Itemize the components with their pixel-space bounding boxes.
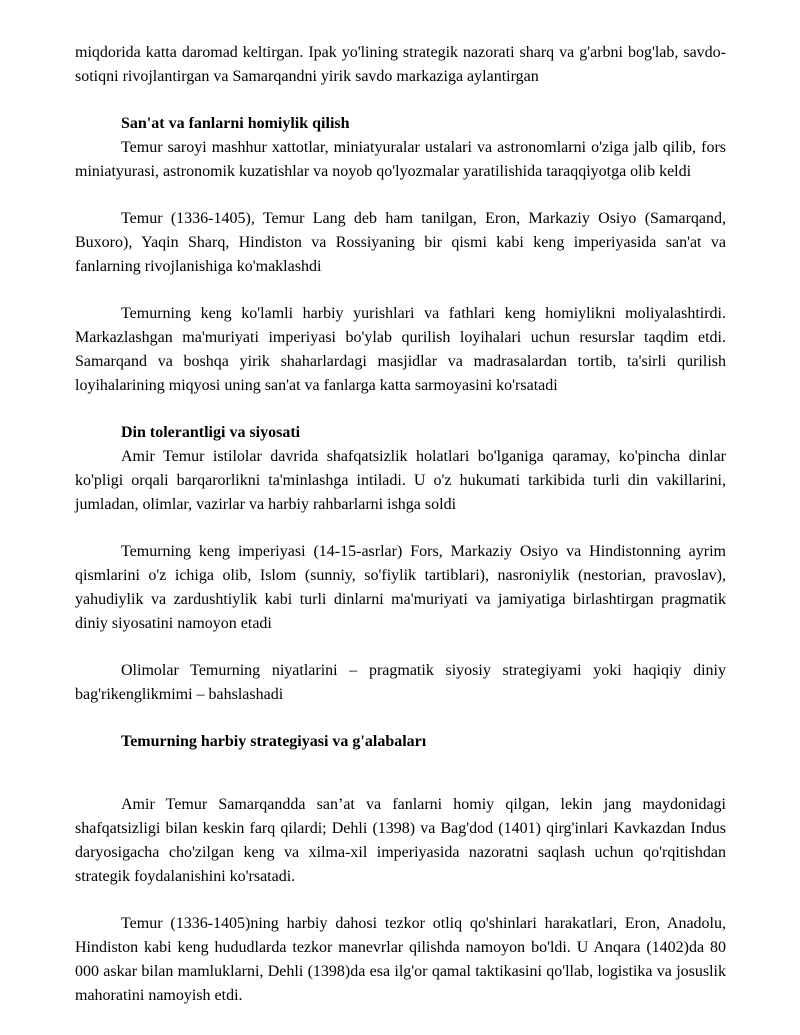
paragraph-military-genius: Temur (1336-1405)ning harbiy dahosi tezkor otliq qo'shinlari harakatlari, Eron, Anadolu, Hindiston kabi keng hududlarda tezkor manevrlar qilishda namoyon bo'ldi. U Anqara (1402)da 80 000 askar bilan mamluklarni, Dehli (1398)da esa ilg'or qamal taktikasini qo'llab, logistika va josuslik mahoratini namoyish etdi. [75,915,726,1004]
spacer [75,636,726,659]
paragraph-pragmatic-policy: Temurning keng imperiyasi (14-15-asrlar) Fors, Markaziy Osiyo va Hindistonning ayrim qismlarini o'z ichiga olib, Islom (sunniy, so'fiylik tartiblari), nasroniylik (nestorian, pravoslav), yahudiylik va zardushtiylik kabi turli dinlarni ma'muriyati va jamiyatiga birlashtirgan pragmatik diniy siyosatini namoyon etadi [75,543,726,632]
heading-religious-tolerance: Din tolerantligi va siyosati [121,424,301,441]
paragraph-campaigns-funding: Temurning keng ko'lamli harbiy yurishlari va fathlari keng homiylikni moliyalashtirdi. Markazlashgan ma'muriyati imperiyasi bo'ylab qurilish loyihalari uchun resurslar taqdim etdi. Samarqand va boshqa yirik shaharlardagi masjidlar va madrasalardan tortib, ta'sirli qurilish loyihalarining miqyosi uning san'at va fanlarga katta sarmoyasini ko'rsatadi [75,305,726,394]
paragraph-religious-diversity: Amir Temur istilolar davrida shafqatsizlik holatlari bo'lganiga qaramay, ko'pincha dinlar ko'pligi orqali barqarorlikni ta'minlashga intiladi. U o'z hukumati tarkibida turli din vakillarini, jumladan, olimlar, vazirlar va harbiy rahbarlarni ishga soldi [75,448,726,513]
paragraph-temur-empire-arts: Temur (1336-1405), Temur Lang deb ham tanilgan, Eron, Markaziy Osiyo (Samarqand, Buxoro), Yaqin Sharq, Hindiston va Rossiyaning bir qismi kabi keng imperiyasida san'at va fanlarning rivojlanishiga ko'maklashdi [75,210,726,275]
paragraph-battlefield-cruelty: Amir Temur Samarqandda san’at va fanlarni homiy qilgan, lekin jang maydonidagi shafqatsizligi bilan keskin farq qilardi; Dehli (1398) va Bag'dod (1401) qirg'inlari Kavkazdan Indus daryosigacha cho'zilgan keng va xilma-xil imperiyasida nazoratni saqlash uchun qo'rqitishdan strategik foydalanishini ko'rsatadi. [75,796,726,885]
spacer [75,279,726,302]
document-page [75,41,726,1008]
heading-patronage: San'at va fanlarni homiylik qilish [121,115,350,132]
spacer [75,889,726,912]
spacer [75,707,726,730]
spacer [75,89,726,112]
paragraph-court-artists: Temur saroyi mashhur xattotlar, miniatyuralar ustalari va astronomlarni o'ziga jalb qilib, fors miniatyurasi, astronomik kuzatishlar va noyob qo'lyozmalar yaratilishida taraqqiyotga olib keldi [75,139,726,180]
spacer [75,184,726,207]
paragraph-scholars-debate: Olimolar Temurning niyatlarini – pragmatik siyosiy strategiyami yoki haqiqiy diniy bag'rikenglikmimi – bahslashadi [75,662,726,703]
spacer [75,398,726,421]
heading-military-strategy: Temurning harbiy strategiyasi va g'alabaları [121,733,427,750]
paragraph-silk-road: miqdorida katta daromad keltirgan. Ipak yo'lining strategik nazorati sharq va g'arbni bog'lab, savdo-sotiqni rivojlantirgan va Samarqandni yirik savdo markaziga aylantirgan [75,44,726,85]
spacer [75,754,726,793]
spacer [75,517,726,540]
